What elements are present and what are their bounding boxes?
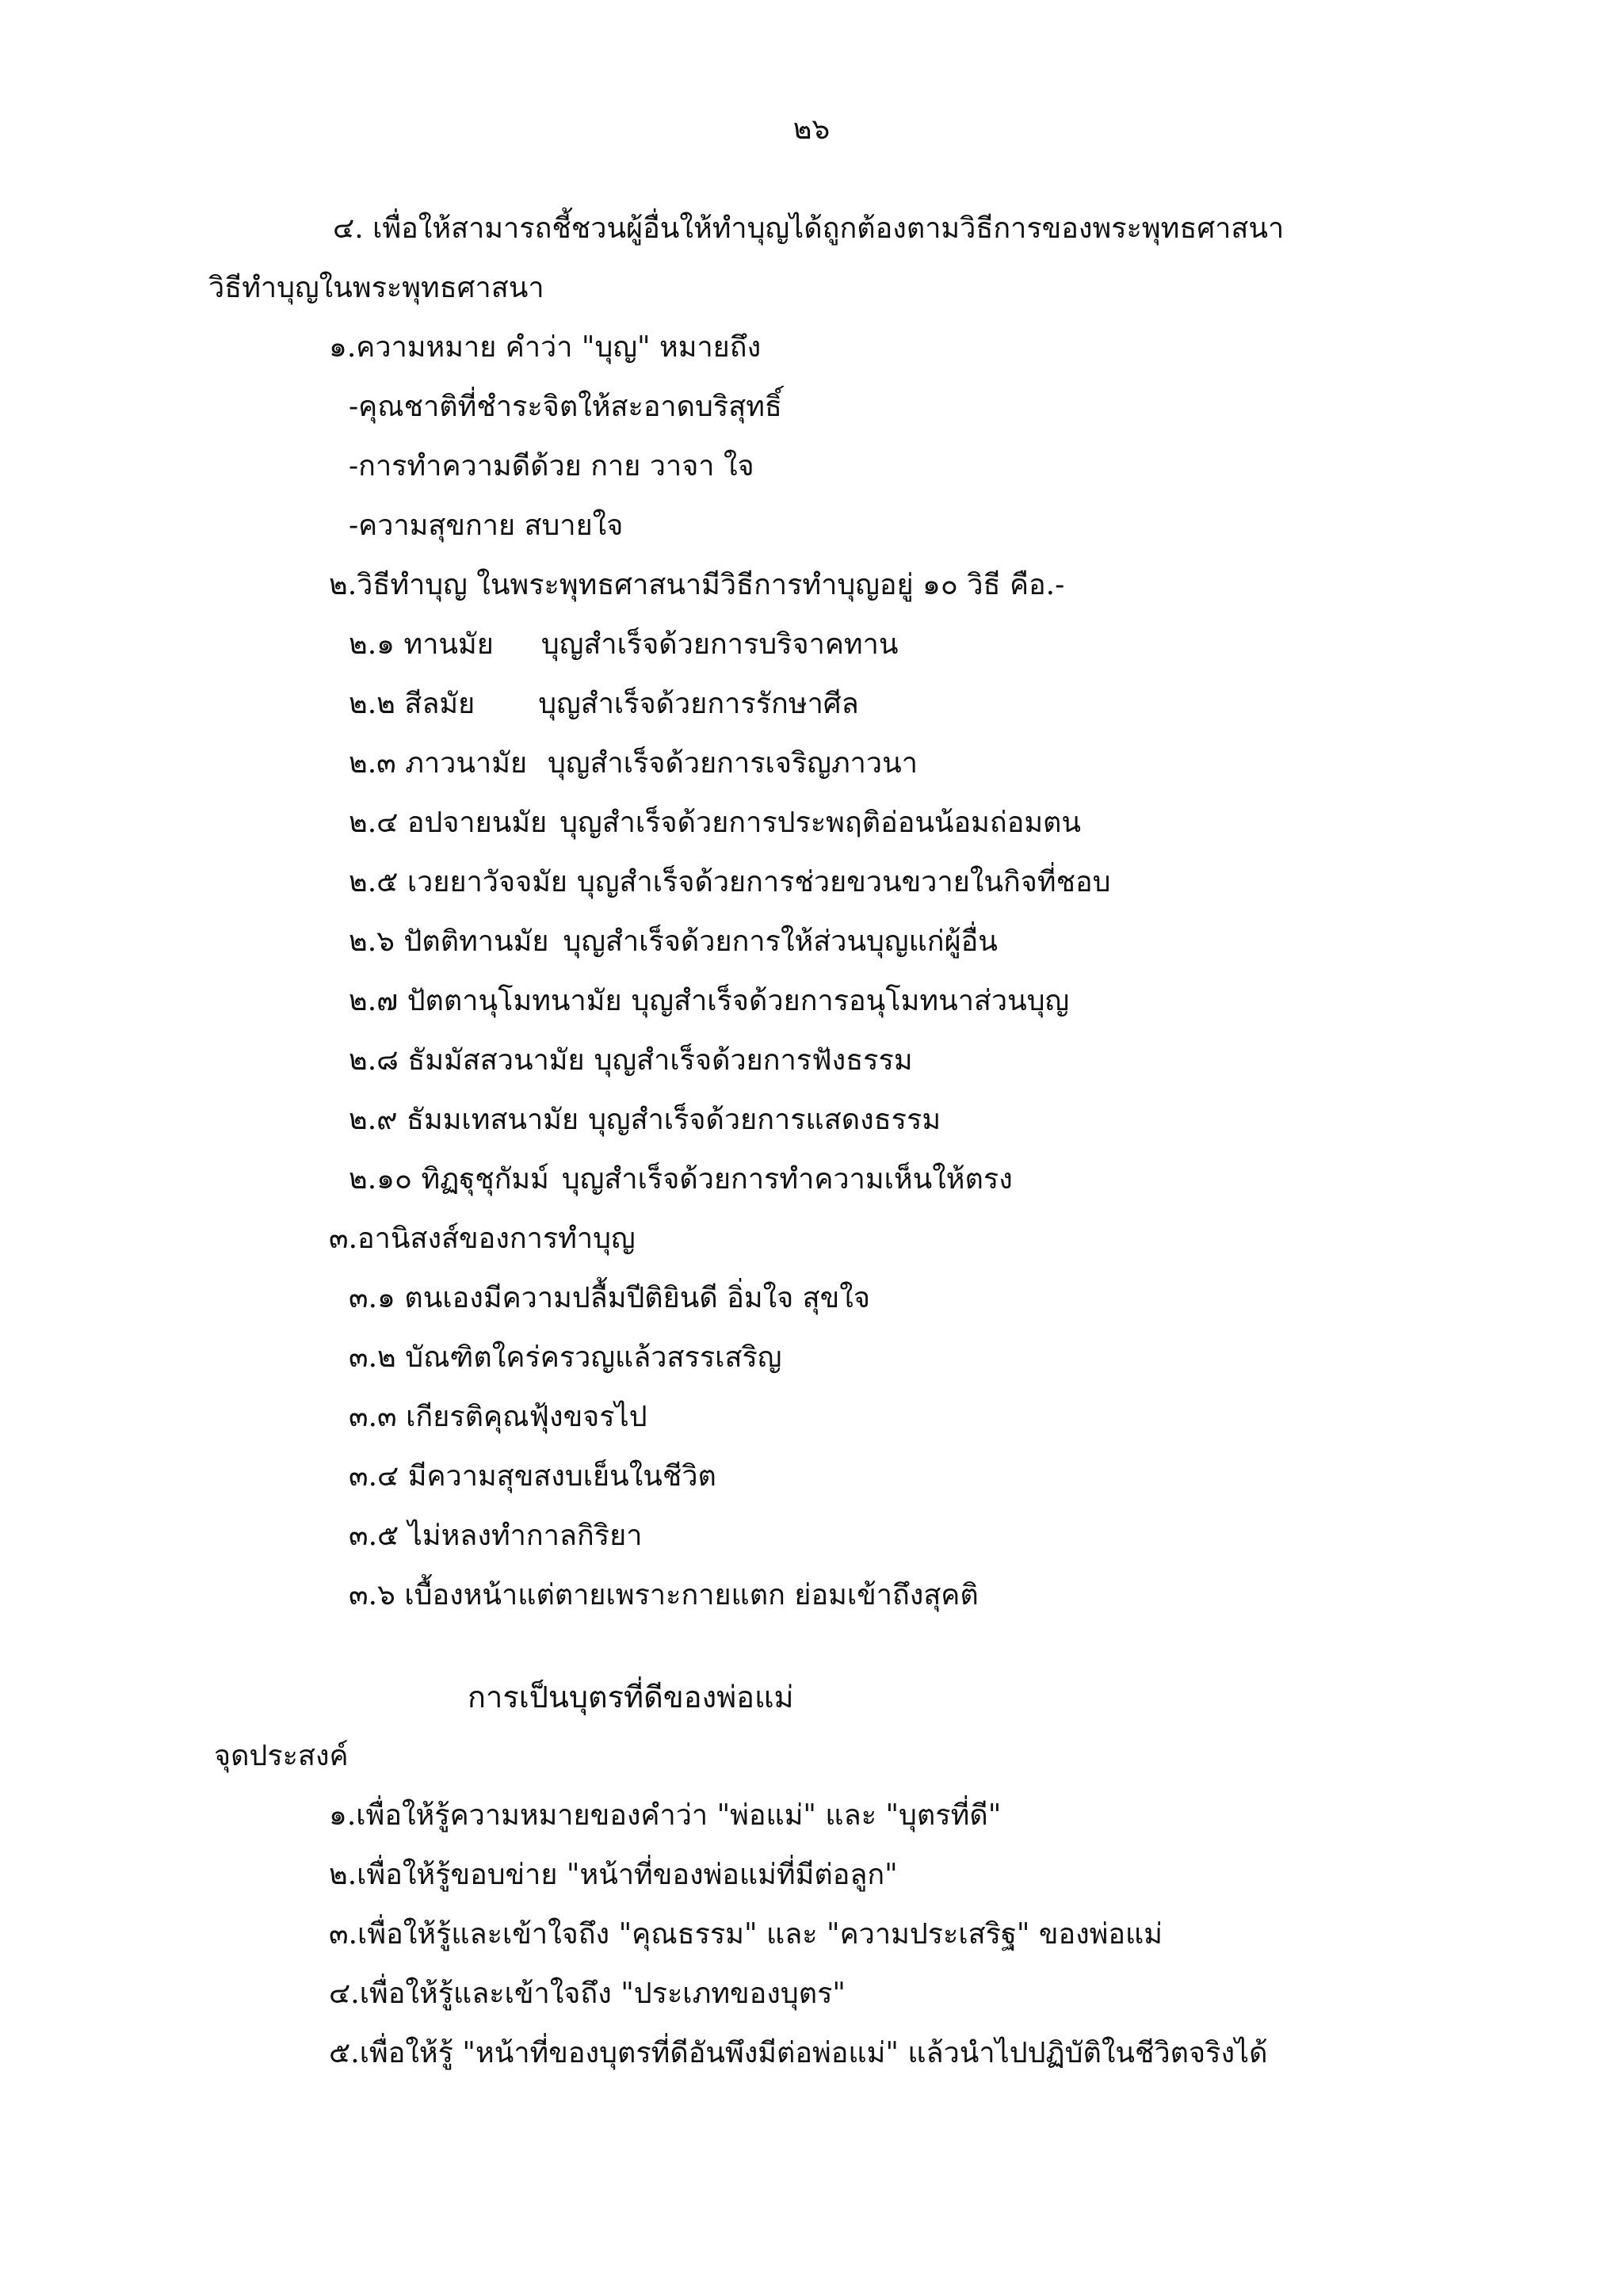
method-item	[349, 626, 898, 664]
method-description: บุญสำเร็จด้วยการอนุโมทนาส่วนบุญ	[631, 985, 1070, 1017]
methods-heading: ๒.วิธีทำบุญ ในพระพุทธศาสนามีวิธีการทำบุญอยู่ ๑๐ วิธี คือ.-	[329, 569, 1065, 601]
method-item	[349, 923, 998, 961]
method-description: บุญสำเร็จด้วยการเจริญภาวนา	[548, 747, 918, 780]
method-number: ๒.๙ ธัมมเทสนามัย	[349, 1104, 579, 1136]
benefits-heading: ๓.อานิสงส์ของการทำบุญ	[329, 1222, 636, 1255]
method-number: ๒.๑ ทานมัย	[349, 628, 494, 661]
method-description: บุญสำเร็จด้วยการบริจาคทาน	[540, 628, 899, 661]
method-number: ๒.๕ เวยยาวัจจมัย	[349, 866, 568, 898]
method-number: ๒.๒ สีลมัย	[349, 688, 475, 720]
method-item	[349, 982, 1069, 1020]
page-number: ๒๖	[792, 113, 831, 146]
method-number: ๒.๔ อปจายนมัย	[349, 807, 548, 839]
meaning-heading: ๑.ความหมาย คำว่า "บุญ" หมายถึง	[329, 331, 762, 364]
benefit-item: ๓.๖ เบื้องหน้าแต่ตายเพราะกายแตก ย่อมเข้าถึงสุคติ	[349, 1579, 979, 1611]
method-item	[349, 1161, 1013, 1199]
purpose-item: ๕.เพื่อให้รู้ "หน้าที่ของบุตรที่ดีอันพึงมีต่อพ่อแม่" แล้วนำไปปฏิบัติในชีวิตจริงได้	[329, 2037, 1268, 2069]
method-description: บุญสำเร็จด้วยการรักษาศีล	[538, 688, 859, 720]
purpose-item: ๑.เพื่อให้รู้ความหมายของคำว่า "พ่อแม่" และ "บุตรที่ดี"	[329, 1799, 1002, 1832]
method-number: ๒.๘ ธัมมัสสวนามัย	[349, 1044, 585, 1077]
purpose-heading: จุดประสงค์	[214, 1740, 349, 1772]
purpose-item: ๓.เพื่อให้รู้และเข้าใจถึง "คุณธรรม" และ "ความประเสริฐ" ของพ่อแม่	[329, 1918, 1163, 1951]
meaning-item: -การทำความดีด้วย กาย วาจา ใจ	[349, 450, 754, 482]
method-description: บุญสำเร็จด้วยการช่วยขวนขวายในกิจที่ชอบ	[577, 866, 1111, 898]
purpose-item: ๒.เพื่อให้รู้ขอบข่าย "หน้าที่ของพ่อแม่ที่มีต่อลูก"	[329, 1859, 898, 1891]
benefit-item: ๓.๕ ไม่หลงทำกาลกิริยา	[349, 1520, 643, 1552]
objective-4: ๔. เพื่อให้สามารถชี้ชวนผู้อื่นให้ทำบุญได้ถูกต้องตามวิธีการของพระพุทธศาสนา	[333, 212, 1285, 245]
method-item	[349, 745, 918, 783]
section-title-merit-methods: วิธีทำบุญในพระพุทธศาสนา	[208, 272, 544, 304]
method-number: ๒.๑๐ ทิฏฐุชุกัมม์	[349, 1163, 549, 1196]
method-number: ๒.๓ ภาวนามัย	[349, 747, 528, 780]
meaning-item: -ความสุขกาย สบายใจ	[349, 509, 624, 542]
method-description: บุญสำเร็จด้วยการให้ส่วนบุญแก่ผู้อื่น	[563, 925, 998, 958]
method-number: ๒.๖ ปัตติทานมัย	[349, 925, 549, 958]
method-item	[349, 1042, 913, 1080]
method-item	[349, 1101, 941, 1139]
method-description: บุญสำเร็จด้วยการแสดงธรรม	[588, 1104, 941, 1136]
meaning-item: -คุณชาติที่ชำระจิตให้สะอาดบริสุทธิ์	[349, 391, 782, 423]
benefit-item: ๓.๓ เกียรติคุณฟุ้งขจรไป	[349, 1401, 647, 1433]
benefit-item: ๓.๑ ตนเองมีความปลื้มปีติยินดี อิ่มใจ สุขใจ	[349, 1282, 870, 1314]
method-item	[349, 804, 1081, 842]
method-item	[349, 864, 1111, 902]
method-description: บุญสำเร็จด้วยการฟังธรรม	[594, 1044, 913, 1077]
benefit-item: ๓.๔ มีความสุขสงบเย็นในชีวิต	[349, 1460, 716, 1493]
section-title-good-child: การเป็นบุตรที่ดีของพ่อแม่	[468, 1680, 794, 1714]
method-description: บุญสำเร็จด้วยการประพฤติอ่อนน้อมถ่อมตน	[559, 807, 1082, 839]
benefit-item: ๓.๒ บัณฑิตใคร่ครวญแล้วสรรเสริญ	[349, 1341, 782, 1374]
purpose-item: ๔.เพื่อให้รู้และเข้าใจถึง "ประเภทของบุตร"	[329, 1978, 846, 2010]
method-item	[349, 685, 859, 723]
method-description: บุญสำเร็จด้วยการทำความเห็นให้ตรง	[561, 1163, 1013, 1196]
method-number: ๒.๗ ปัตตานุโมทนามัย	[349, 985, 622, 1017]
